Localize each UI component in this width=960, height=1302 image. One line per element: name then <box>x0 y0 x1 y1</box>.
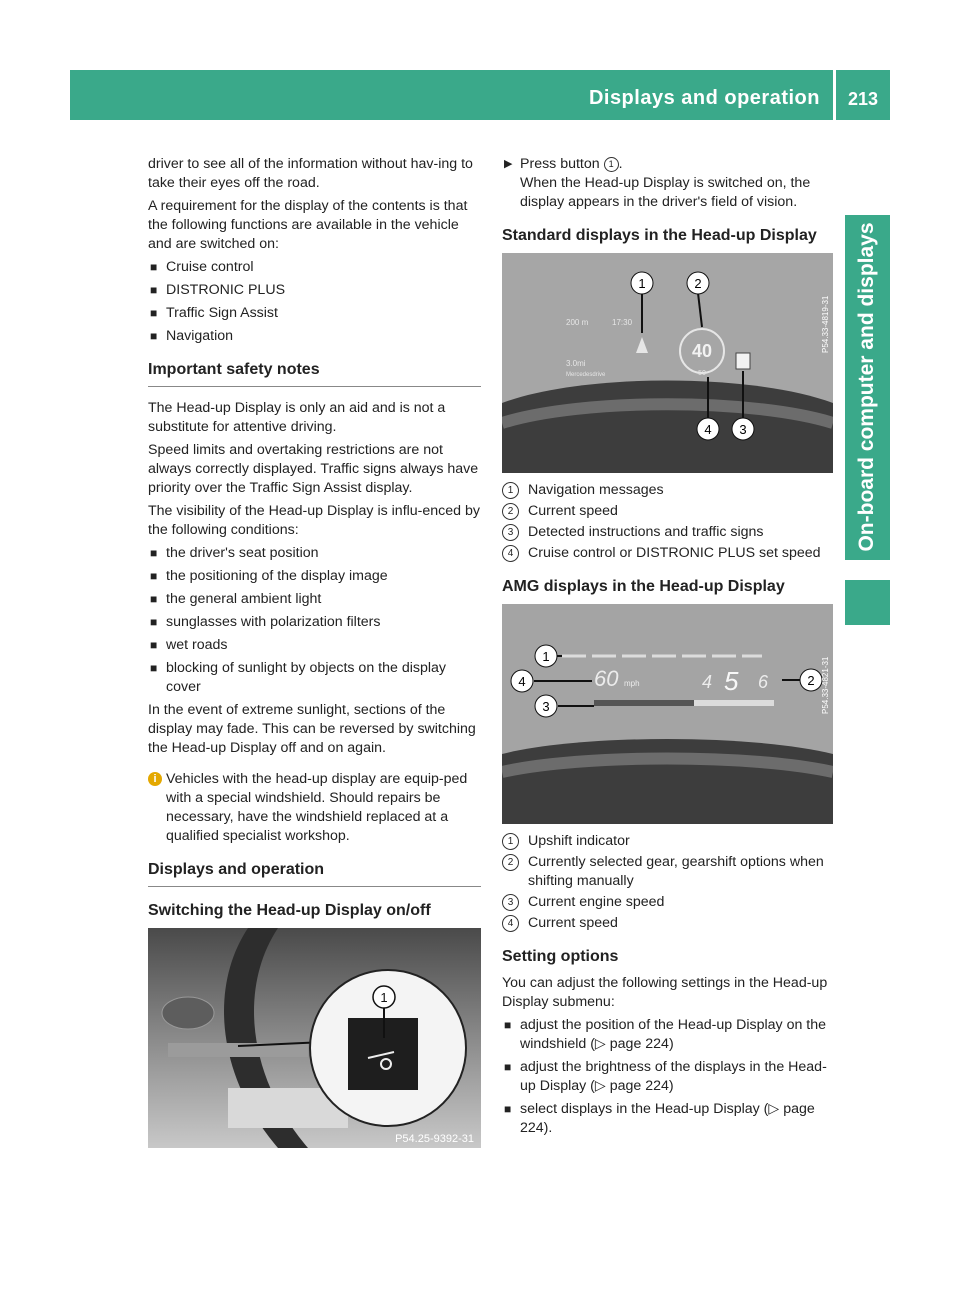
step-instruction: ▶ Press button 1 . When the Head-up Display is switched on, the display appears in the driver's field of vision. <box>504 156 811 210</box>
list-item: 2 Currently selected gear, gearshift options when shifting manually <box>502 853 833 891</box>
callout-1-label: 1 <box>638 276 646 291</box>
callout-3-label: 3 <box>542 699 550 714</box>
figure-code: P54.33-4819-31 <box>821 295 830 353</box>
list-item: ■ blocking of sunlight by objects on the display cover <box>150 660 446 695</box>
figure-code: P54.33-4821-31 <box>821 656 830 714</box>
safety-paragraph-4: In the event of extreme sunlight, sections of the display may fade. This can be reversed by switching the Head-up Display off and on again. <box>148 702 476 756</box>
list-item: ■ adjust the brightness of the displays in the Head-up Display (▷ page 224) <box>504 1059 827 1094</box>
bullet-icon: ■ <box>150 283 158 297</box>
settings-intro: You can adjust the following settings in the Head-up Display submenu: <box>502 975 828 1010</box>
amg-speed: 60 <box>594 666 619 691</box>
list-item: ■ adjust the position of the Head-up Display on the windshield (▷ page 224) <box>504 1017 827 1052</box>
callout-2-label: 2 <box>807 673 815 688</box>
section-title: Displays and operation <box>588 87 820 109</box>
callout-1-label: 1 <box>380 990 388 1005</box>
hud-set-speed: 50 <box>698 370 706 377</box>
figure-code: P54.25-9392-31 <box>395 1133 474 1145</box>
nav-clock: 17:30 <box>612 318 633 327</box>
gear-4: 4 <box>702 672 713 692</box>
nav-total: 3.0mi <box>566 359 586 368</box>
list-item: ■ Traffic Sign Assist <box>150 305 278 321</box>
list-item: ■ the driver's seat position <box>150 545 319 561</box>
bullet-icon: ■ <box>504 1102 512 1116</box>
gear-5: 5 <box>724 666 739 696</box>
bullet-icon: ■ <box>150 592 158 606</box>
info-icon: i <box>148 772 162 786</box>
safety-paragraph-2: Speed limits and overtaking restrictions are not always correctly displayed. Traffic signs always have priority over the Traffic Sign Assist display. <box>148 442 479 496</box>
amg-display-figure <box>502 604 833 824</box>
button-callout: 1 <box>604 157 619 172</box>
step-result: When the Head-up Display is switched on, the display appears in the driver's field of vision. <box>520 175 811 210</box>
switching-heading: Switching the Head-up Display on/off <box>148 902 431 919</box>
callout-4-label: 4 <box>704 422 712 437</box>
list-item: 4 Cruise control or DISTRONIC PLUS set speed <box>502 544 833 563</box>
chapter-tab-label: On-board computer and displays <box>855 222 878 552</box>
list-item: ■ the positioning of the display image <box>150 568 388 584</box>
step-arrow-icon: ▶ <box>504 158 513 170</box>
list-item: ■ DISTRONIC PLUS <box>150 282 286 298</box>
amg-unit: mph <box>624 679 640 688</box>
callout-1-label: 1 <box>542 649 550 664</box>
displays-heading: Displays and operation <box>148 860 481 887</box>
page-header <box>70 70 890 120</box>
settings-heading: Setting options <box>502 948 619 965</box>
page-number: 213 <box>847 89 879 109</box>
intro-paragraph-2: A requirement for the display of the contents is that the following functions are available in the vehicle and are switched on: <box>148 198 468 252</box>
callout-2-label: 2 <box>694 276 702 291</box>
list-item: ■ Cruise control <box>150 259 254 275</box>
gear-6: 6 <box>758 672 769 692</box>
nav-street: Mercedesdrive <box>566 372 606 378</box>
list-item: ■ select displays in the Head-up Display (▷ page 224). <box>504 1101 815 1136</box>
bullet-icon: ■ <box>150 306 158 320</box>
list-item: ■ Navigation <box>150 328 234 344</box>
safety-heading: Important safety notes <box>148 360 481 387</box>
switch-button-figure <box>148 928 481 1148</box>
callout-3-label: 3 <box>739 422 747 437</box>
bullet-icon: ■ <box>504 1060 512 1074</box>
intro-paragraph-1: driver to see all of the information without hav-ing to take their eyes off the road. <box>148 156 473 191</box>
info-note <box>148 770 481 846</box>
list-item: 1 Navigation messages <box>502 481 833 500</box>
bullet-icon: ■ <box>504 1018 512 1032</box>
list-item: ■ wet roads <box>150 637 228 653</box>
list-item: 4 Current speed <box>502 914 833 933</box>
safety-paragraph-3: The visibility of the Head-up Display is influ-enced by the following conditions: <box>148 503 480 538</box>
chapter-tab <box>845 215 890 560</box>
standard-display-figure <box>502 253 833 473</box>
amg-heading: AMG displays in the Head-up Display <box>502 578 785 595</box>
list-item: 3 Detected instructions and traffic signs <box>502 523 833 542</box>
bullet-icon: ■ <box>150 615 158 629</box>
nav-distance: 200 m <box>566 318 589 327</box>
left-column <box>148 155 481 1148</box>
bullet-icon: ■ <box>150 546 158 560</box>
list-item: ■ sunglasses with polarization filters <box>150 614 381 630</box>
bullet-icon: ■ <box>150 569 158 583</box>
chapter-marker <box>845 580 890 625</box>
bullet-icon: ■ <box>150 661 158 675</box>
bullet-icon: ■ <box>150 638 158 652</box>
standard-heading: Standard displays in the Head-up Display <box>502 227 817 244</box>
list-item: ■ the general ambient light <box>150 591 322 607</box>
bullet-icon: ■ <box>150 329 158 343</box>
info-note-text: Vehicles with the head-up display are equip-ped with a special windshield. Should repairs be necessary, have the windshield replaced at a qualified specialist workshop. <box>166 771 468 844</box>
bullet-icon: ■ <box>150 260 158 274</box>
safety-paragraph-1: The Head-up Display is only an aid and is not a substitute for attentive driving. <box>148 400 446 435</box>
list-item: 2 Current speed <box>502 502 833 521</box>
right-column <box>502 155 833 1142</box>
list-item: 1 Upshift indicator <box>502 832 833 851</box>
callout-4-label: 4 <box>518 674 526 689</box>
hud-speed: 40 <box>691 341 713 361</box>
list-item: 3 Current engine speed <box>502 893 833 912</box>
